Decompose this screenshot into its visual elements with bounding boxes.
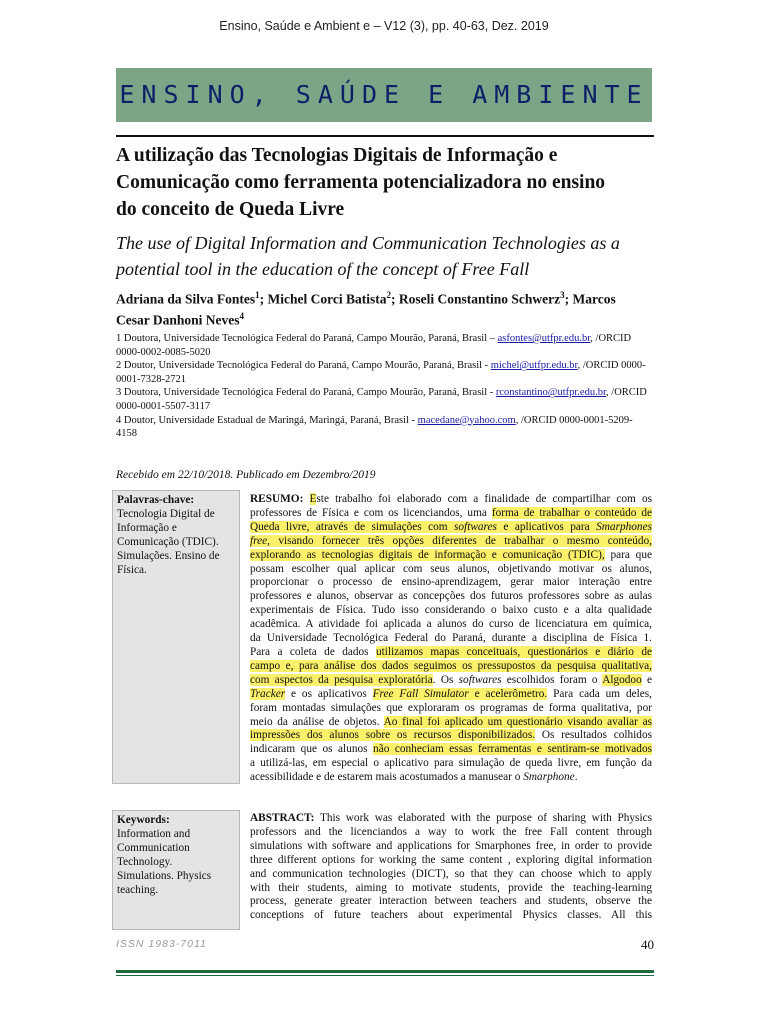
highlighted-text: Free Fall Simulator <box>372 687 469 700</box>
resumo-line <box>250 674 652 688</box>
resumo-text: meio da análise de objetos. <box>250 715 384 728</box>
subtitle-line: The use of Digital Information and Communication Technologies as a <box>116 233 620 253</box>
resumo-text: Para cada um deles, <box>547 687 652 700</box>
resumo-line <box>250 521 652 535</box>
highlighted-text: com aspectos da pesquisa exploratória <box>250 673 433 686</box>
resumo-line <box>250 590 652 604</box>
resumo-text: professores de Física e com os licenciandos, uma <box>250 506 492 519</box>
affiliation-text: 1 Doutora, Universidade Tecnológica Federal do Paraná, Campo Mourão, Paraná, Brasil – <box>116 333 498 344</box>
keywords-en-label: Keywords: <box>117 814 170 826</box>
journal-banner <box>116 68 652 122</box>
resumo-line <box>250 743 652 757</box>
resumo-text: e os aplicativos <box>285 687 373 700</box>
abstract-block <box>250 812 652 925</box>
author-email-link[interactable]: macedane@yahoo.com <box>417 414 516 426</box>
resumo-line <box>250 702 652 716</box>
affiliation-item <box>116 414 652 441</box>
affiliation-text: 3 Doutora, Universidade Tecnológica Federal do Paraná, Campo Mourão, Paraná, Brasil - <box>116 387 496 399</box>
author-name: Adriana da Silva Fontes <box>116 291 256 307</box>
resumo-line <box>250 757 652 771</box>
keywords-pt-box <box>112 490 240 784</box>
resumo-text: foram montadas simulações que exploraram os programas de forma qualitativa, por <box>250 701 652 714</box>
abstract-line <box>250 812 652 826</box>
abstract-line: simulations with software and applications for Smarphones free, in order to provide <box>250 839 652 852</box>
author-name: Cesar Danhoni Neves <box>116 312 240 327</box>
affiliation-orcid: , /ORCID 0000-0001-5507-3117 <box>116 387 647 412</box>
affiliation-orcid: , /ORCID 0000-0001-7328-2721 <box>116 360 646 385</box>
abstract-line: and communication technologies (DICT), so that they can choose which to apply <box>250 867 652 880</box>
affiliation-text: 2 Doutor, Universidade Tecnológica Federal do Paraná, Campo Mourão, Paraná, Brasil - <box>116 360 491 372</box>
author-sup: 2 <box>386 290 392 300</box>
author-sup: 3 <box>560 290 565 300</box>
highlighted-text: Ao final foi aplicado um questionário visando avaliar as <box>383 715 652 728</box>
resumo-block <box>250 493 652 785</box>
resumo-line <box>250 716 652 730</box>
resumo-text: experimentais de Física. Tudo isso considerando o baixo custo e a alta qualidade <box>250 604 652 617</box>
received-date: Recebido em 22/10/2018. Publicado em Dezembro/2019 <box>116 469 376 481</box>
highlighted-text: explorando as tecnologias digitais de informação e comunicação (TDIC), <box>250 548 605 561</box>
affiliation-orcid: , /ORCID 0000-0002-0085-5020 <box>116 333 632 358</box>
author-email-link[interactable]: michel@utfpr.edu.br <box>490 360 578 372</box>
highlighted-text: e aplicativos para <box>496 520 597 533</box>
resumo-line <box>250 729 652 743</box>
keyword-line: Física. <box>117 563 147 576</box>
resumo-text: proporcionar o processo de ensino-aprendizagem, gerar maior interação entre <box>250 576 652 589</box>
resumo-line <box>250 563 652 577</box>
affiliation-item <box>116 386 652 413</box>
author-sep: ; <box>259 291 268 307</box>
abstract-line: process, generate greater interaction between teachers and students, observe the <box>250 895 652 908</box>
keyword-line: Comunicação (TDIC). <box>117 535 219 548</box>
resumo-text: Os resultados colhidos <box>535 729 652 742</box>
resumo-text: softwares <box>458 673 502 686</box>
keywords-pt-label: Palavras-chave: <box>117 494 195 506</box>
resumo-line <box>250 507 652 521</box>
abstract-line: professors and the licenciandos a way to work the free Fall content through <box>250 825 652 838</box>
running-header: Ensino, Saúde e Ambient e – V12 (3), pp. 40-63, Dez. 2019 <box>219 19 549 33</box>
resumo-line <box>250 632 652 646</box>
title-line: do conceito de Queda Livre <box>116 199 345 220</box>
resumo-text: Smarphone <box>523 771 575 784</box>
resumo-line <box>250 660 652 674</box>
highlighted-text: Tracker <box>250 687 286 700</box>
author-email-link[interactable]: rconstantino@utfpr.edu.br <box>495 387 607 399</box>
resumo-text: Para a coleta de dados <box>250 645 376 658</box>
resumo-text: escolhidos foram o <box>501 673 603 686</box>
resumo-text: . Os <box>432 673 459 686</box>
keyword-line: Technology. <box>117 855 173 868</box>
resumo-text: possam escolher qual aplicar com seus alunos, objetivando motivar os alunos, <box>250 562 652 575</box>
highlighted-text: Smarphones <box>596 520 652 533</box>
resumo-text: professores e alunos, observar as concepções dos futuros professores sobre as aulas <box>250 590 652 603</box>
resumo-line <box>250 493 652 507</box>
resumo-line <box>250 576 652 590</box>
highlighted-text: impressões dos alunos sobre os recursos disponibilizados. <box>250 729 536 742</box>
affiliation-item <box>116 332 652 359</box>
keyword-line: Tecnologia Digital de <box>117 507 215 520</box>
keyword-line: Informação e <box>117 521 177 534</box>
resumo-label: RESUMO: <box>250 493 310 505</box>
resumo-line <box>250 771 652 785</box>
highlighted-text: free <box>250 534 268 547</box>
resumo-text: para que <box>604 548 652 561</box>
abstract-line: with their students, aiming to motivate students, provide the teaching-learning <box>250 881 652 894</box>
abstract-line: three different options for working the same content , exploring digital information <box>250 853 652 866</box>
resumo-text: . <box>574 771 578 784</box>
resumo-text: acadêmica. A atividade foi aplicada a alunos do curso de licenciatura em química, <box>250 618 652 631</box>
affiliation-orcid: , /ORCID 0000-0001-5209-4158 <box>116 414 633 440</box>
subtitle-line: potential tool in the education of the concept of Free Fall <box>116 259 530 279</box>
article-subtitle <box>116 230 652 282</box>
abstract-line: conceptions of future teachers about experimental Physics classes. All this <box>250 909 652 922</box>
keyword-line: Communication <box>117 841 190 854</box>
resumo-line <box>250 646 652 660</box>
resumo-line <box>250 688 652 702</box>
title-line: A utilização das Tecnologias Digitais de Informação e <box>116 145 558 166</box>
author-sep: ; Marcos <box>564 291 616 307</box>
resumo-line <box>250 604 652 618</box>
affiliations <box>116 332 652 441</box>
highlighted-text: E <box>309 493 317 505</box>
resumo-text: indicaram que os alunos <box>250 743 374 756</box>
resumo-line <box>250 618 652 632</box>
abstract-label: ABSTRACT: <box>250 812 315 824</box>
keywords-en-box <box>112 810 240 930</box>
author-email-link[interactable]: asfontes@utfpr.edu.br <box>497 333 591 344</box>
keyword-line: Information and <box>117 827 191 840</box>
resumo-line <box>250 549 652 563</box>
author-name: Michel Corci Batista <box>267 291 387 307</box>
resumo-text: da Universidade Tecnológica Federal do Paraná, durante a disciplina de Física 1. <box>250 632 652 645</box>
journal-banner-text: ENSINO, SAÚDE E AMBIENTE <box>119 80 649 109</box>
author-sup: 4 <box>239 310 245 321</box>
highlighted-text: forma de trabalhar o conteúdo de <box>491 506 652 519</box>
article-title <box>116 142 652 223</box>
page-number: 40 <box>641 937 654 952</box>
highlighted-text: não conheciam essas ferramentas e sentiram-se motivados <box>373 743 653 756</box>
highlighted-text: Queda livre, através de simulações com <box>250 520 455 533</box>
highlighted-text: , visando fornecer três opções diferentes de trabalhar o mesmo conteúdo, <box>267 534 652 547</box>
author-sep: ; <box>391 291 399 307</box>
author-sup: 1 <box>255 290 260 300</box>
resumo-text: a utilizá-las, em especial o aplicativo para simulação de queda livre, em função da <box>250 757 652 770</box>
abstract-text: This work was elaborated with the purpose of sharing with Physics <box>314 812 652 824</box>
highlighted-text: Algodoo <box>602 673 642 686</box>
footer-rule-thin <box>116 975 654 976</box>
affiliation-item <box>116 359 652 386</box>
highlighted-text: e acelerômetro. <box>468 687 548 700</box>
author-name: Roseli Constantino Schwerz <box>398 291 561 307</box>
keyword-line: teaching. <box>117 883 159 896</box>
footer-rule <box>116 970 654 973</box>
keyword-line: Simulações. Ensino de <box>117 549 220 562</box>
highlighted-text: softwares <box>454 520 497 533</box>
footer-issn: ISSN 1983-7011 <box>116 938 207 950</box>
author-list <box>116 287 656 328</box>
resumo-text: e <box>641 673 652 686</box>
highlighted-text: campo e, para análise dos dados seguimos os pressupostos da pesquisa qualitativa, <box>250 659 652 672</box>
top-rule <box>116 135 654 137</box>
affiliation-text: 4 Doutor, Universidade Estadual de Maringá, Maringá, Paraná, Brasil - <box>116 414 418 426</box>
keyword-line: Simulations. Physics <box>117 869 212 882</box>
resumo-line <box>250 535 652 549</box>
highlighted-text: utilizamos mapas conceituais, questionários e diário de <box>375 645 652 658</box>
resumo-text: ste trabalho foi elaborado com a finalidade de compartilhar com os <box>316 493 653 505</box>
resumo-text: acessibilidade e de estarem mais acostumados a manusear o <box>250 771 524 784</box>
title-line: Comunicação como ferramenta potencializadora no ensino <box>116 172 606 193</box>
